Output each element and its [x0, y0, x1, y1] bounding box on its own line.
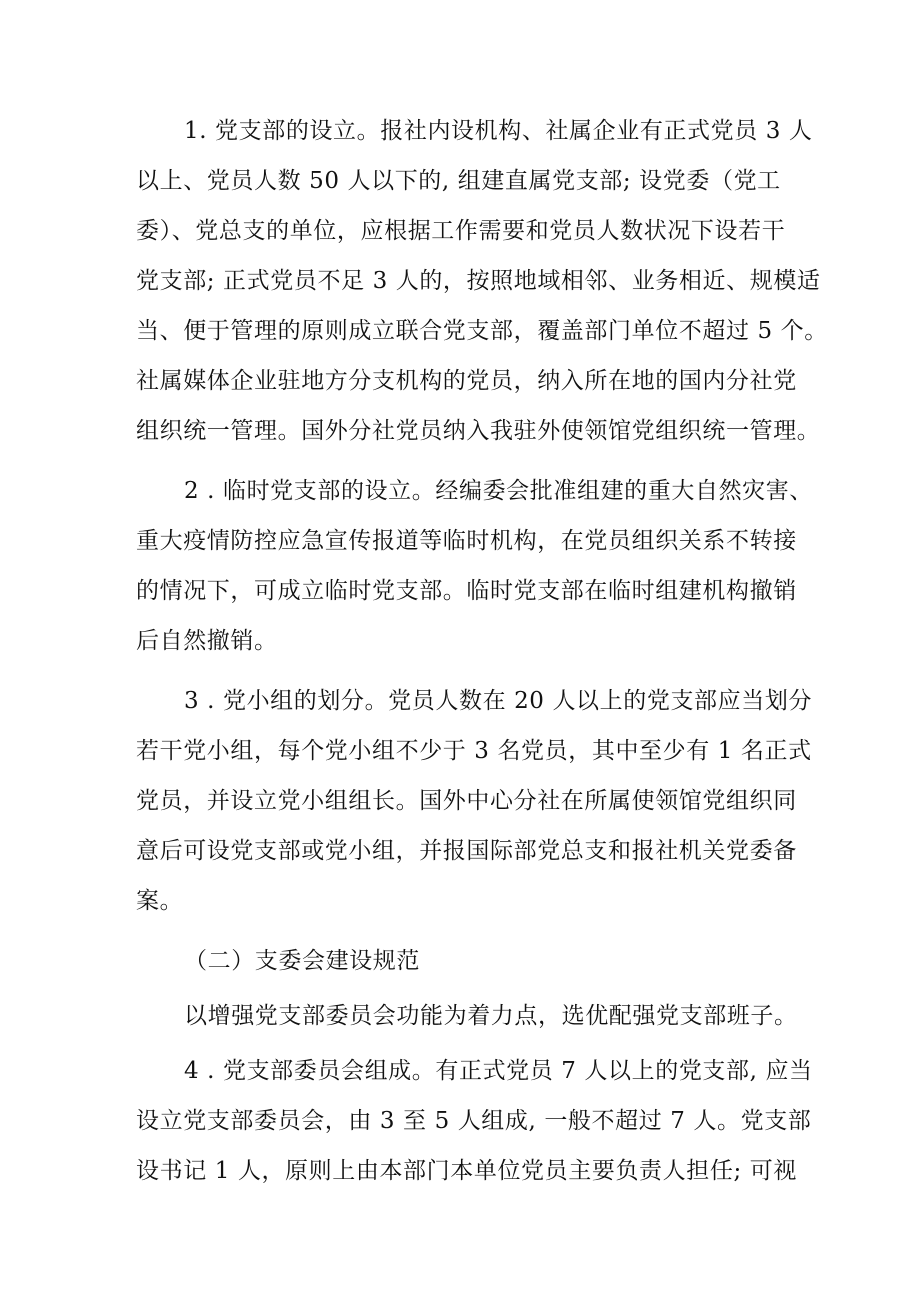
- paragraph-4-line-2: 设立党支部委员会，由 3 至 5 人组成, 一般不超过 7 人。党支部: [136, 1108, 812, 1134]
- paragraph-1-line-5: 当、便于管理的原则成立联合党支部，覆盖部门单位不超过 5 个。: [136, 318, 828, 344]
- paragraph-1-line-7: 组织统一管理。国外分社党员纳入我驻外使领馆党组织统一管理。: [136, 418, 821, 444]
- paragraph-4-line-3: 设书记 1 人，原则上由本部门本单位党员主要负责人担任; 可视: [136, 1158, 797, 1184]
- paragraph-intro: 以增强党支部委员会功能为着力点，选优配强党支部班子。: [184, 1003, 798, 1029]
- paragraph-1-line-4: 党支部; 正式党员不足 3 人的，按照地域相邻、业务相近、规模适: [136, 268, 821, 294]
- section-heading: （二）支委会建设规范: [184, 948, 420, 974]
- paragraph-1-line-6: 社属媒体企业驻地方分支机构的党员，纳入所在地的国内分社党: [136, 368, 797, 394]
- paragraph-3-line-3: 党员，并设立党小组组长。国外中心分社在所属使领馆党组织同: [136, 788, 797, 814]
- paragraph-3-line-4: 意后可设党支部或党小组，并报国际部党总支和报社机关党委备: [136, 838, 797, 864]
- paragraph-2-line-2: 重大疫情防控应急宣传报道等临时机构，在党员组织关系不转接: [136, 528, 797, 554]
- paragraph-2-line-4: 后自然撤销。: [136, 628, 278, 654]
- paragraph-2-line-1: 2 . 临时党支部的设立。经编委会批准组建的重大自然灾害、: [184, 478, 813, 504]
- paragraph-3-line-2: 若干党小组，每个党小组不少于 3 名党员，其中至少有 1 名正式: [136, 738, 812, 764]
- paragraph-3-line-5: 案。: [136, 888, 184, 914]
- paragraph-2-line-3: 的情况下，可成立临时党支部。临时党支部在临时组建机构撤销: [136, 578, 797, 604]
- paragraph-3-line-1: 3 . 党小组的划分。党员人数在 20 人以上的党支部应当划分: [184, 688, 813, 714]
- paragraph-1-line-3: 委）、党总支的单位，应根据工作需要和党员人数状况下设若干: [136, 218, 786, 244]
- paragraph-1-line-2: 以上、党员人数 50 人以下的, 组建直属党支部; 设党委（党工: [136, 168, 781, 194]
- paragraph-1-line-1: 1. 党支部的设立。报社内设机构、社属企业有正式党员 3 人: [184, 118, 813, 144]
- paragraph-4-line-1: 4 . 党支部委员会组成。有正式党员 7 人以上的党支部, 应当: [184, 1058, 813, 1084]
